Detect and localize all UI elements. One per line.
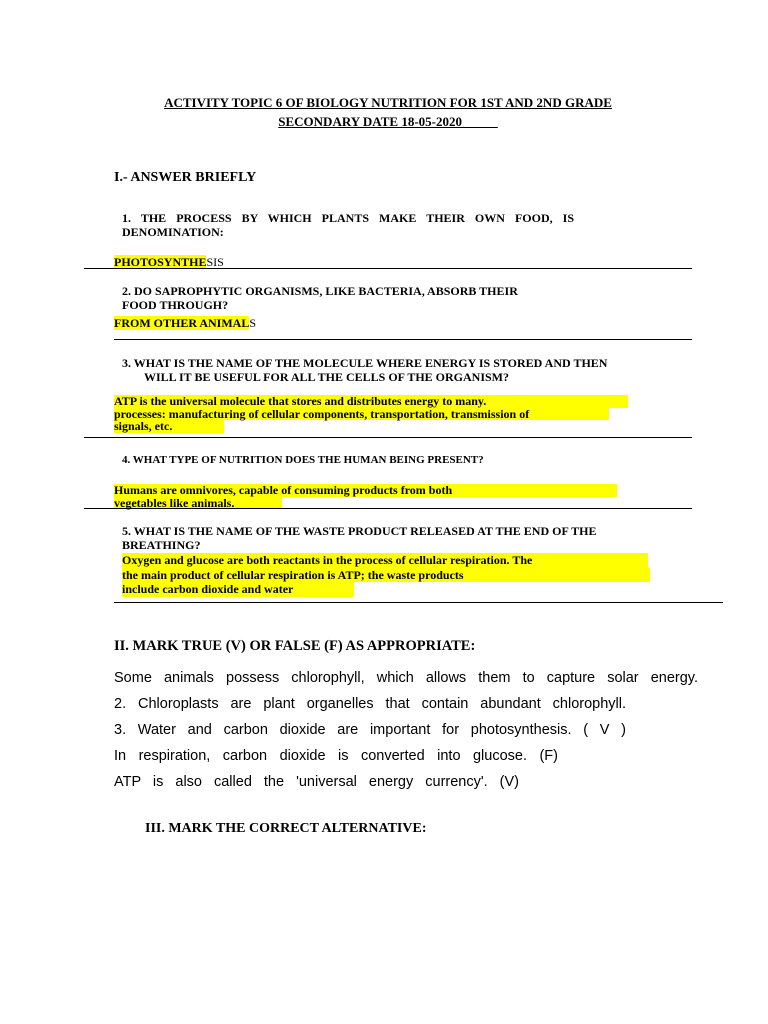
tf-item-5 (114, 774, 519, 790)
answer-3 (114, 395, 628, 433)
question-1 (122, 211, 574, 239)
answer-2-rest: S (249, 316, 257, 330)
question-5-line2: BREATHING? (122, 538, 201, 552)
section3-heading: III. MARK THE CORRECT ALTERNATIVE: (145, 821, 427, 836)
answer-5-line2: the main product of cellular respiration is ATP; the waste products (122, 568, 650, 583)
answer-1 (114, 256, 224, 269)
question-2-line1: 2. DO SAPROPHYTIC ORGANISMS, LIKE BACTERIA, ABSORB THEIR (122, 284, 518, 298)
tf-item-1-text: Some animals possess chlorophyll, which allows them to capture solar energy. (114, 670, 698, 686)
answer-line-4 (84, 508, 692, 509)
answer-1-highlight: PHOTOSYNTHE (114, 255, 207, 269)
answer-4 (114, 484, 617, 509)
question-1-line2: DENOMINATION: (122, 225, 224, 239)
question-2-line2: FOOD THROUGH? (122, 298, 229, 312)
answer-2-highlight: FROM OTHER ANIMAL (114, 316, 250, 330)
tf-item-2-text: 2. Chloroplasts are plant organelles that contain abundant chlorophyll. (114, 696, 626, 712)
section1-heading: I.- ANSWER BRIEFLY (114, 170, 257, 185)
answer-5-line1: Oxygen and glucose are both reactants in the process of cellular respiration. The (122, 553, 648, 568)
question-3-line1: 3. WHAT IS THE NAME OF THE MOLECULE WHERE ENERGY IS STORED AND THEN (122, 356, 608, 370)
answer-5 (122, 553, 650, 597)
answer-line-2 (114, 339, 692, 340)
tf-item-4 (114, 748, 558, 764)
answer-2 (114, 317, 256, 330)
tf-item-5-text: ATP is also called the 'universal energy currency'. (V) (114, 774, 519, 790)
tf-item-3 (114, 722, 626, 738)
question-3-line2: WILL IT BE USEFUL FOR ALL THE CELLS OF THE ORGANISM? (144, 370, 509, 384)
section2-heading: II. MARK TRUE (V) OR FALSE (F) AS APPROPRIATE: (114, 638, 476, 654)
answer-4-line1: Humans are omnivores, capable of consuming products from both (114, 484, 617, 497)
tf-item-3-text: 3. Water and carbon dioxide are important for photosynthesis. ( V ) (114, 722, 626, 738)
question-5 (122, 524, 596, 552)
answer-3-line2: processes: manufacturing of cellular components, transportation, transmission of (114, 408, 609, 421)
document-title-line2 (0, 114, 768, 130)
answer-1-rest: SIS (206, 255, 224, 269)
tf-item-4-text: In respiration, carbon dioxide is converted into glucose. (F) (114, 748, 558, 764)
answer-line-3 (84, 437, 692, 438)
question-4: 4. WHAT TYPE OF NUTRITION DOES THE HUMAN BEING PRESENT? (122, 454, 484, 466)
tf-item-1 (114, 670, 698, 686)
document-date: SECONDARY DATE 18-05-2020 (278, 114, 462, 129)
title-underline-pad (462, 114, 498, 129)
answer-line-1 (84, 268, 692, 269)
question-2 (122, 284, 518, 312)
answer-line-5 (114, 602, 723, 603)
question-3 (122, 356, 607, 384)
answer-5-line3: include carbon dioxide and water (122, 582, 354, 597)
document-title-line1: ACTIVITY TOPIC 6 OF BIOLOGY NUTRITION FOR 1ST AND 2ND GRADE (164, 95, 612, 110)
answer-4-line2: vegetables like animals. (114, 497, 282, 510)
answer-3-line3: signals, etc. (114, 420, 224, 433)
question-1-line1: 1. THE PROCESS BY WHICH PLANTS MAKE THEIR OWN FOOD, IS (122, 211, 574, 225)
tf-item-2 (114, 696, 626, 712)
question-5-line1: 5. WHAT IS THE NAME OF THE WASTE PRODUCT RELEASED AT THE END OF THE (122, 524, 597, 538)
answer-3-line1: ATP is the universal molecule that stores and distributes energy to many. (114, 395, 628, 408)
